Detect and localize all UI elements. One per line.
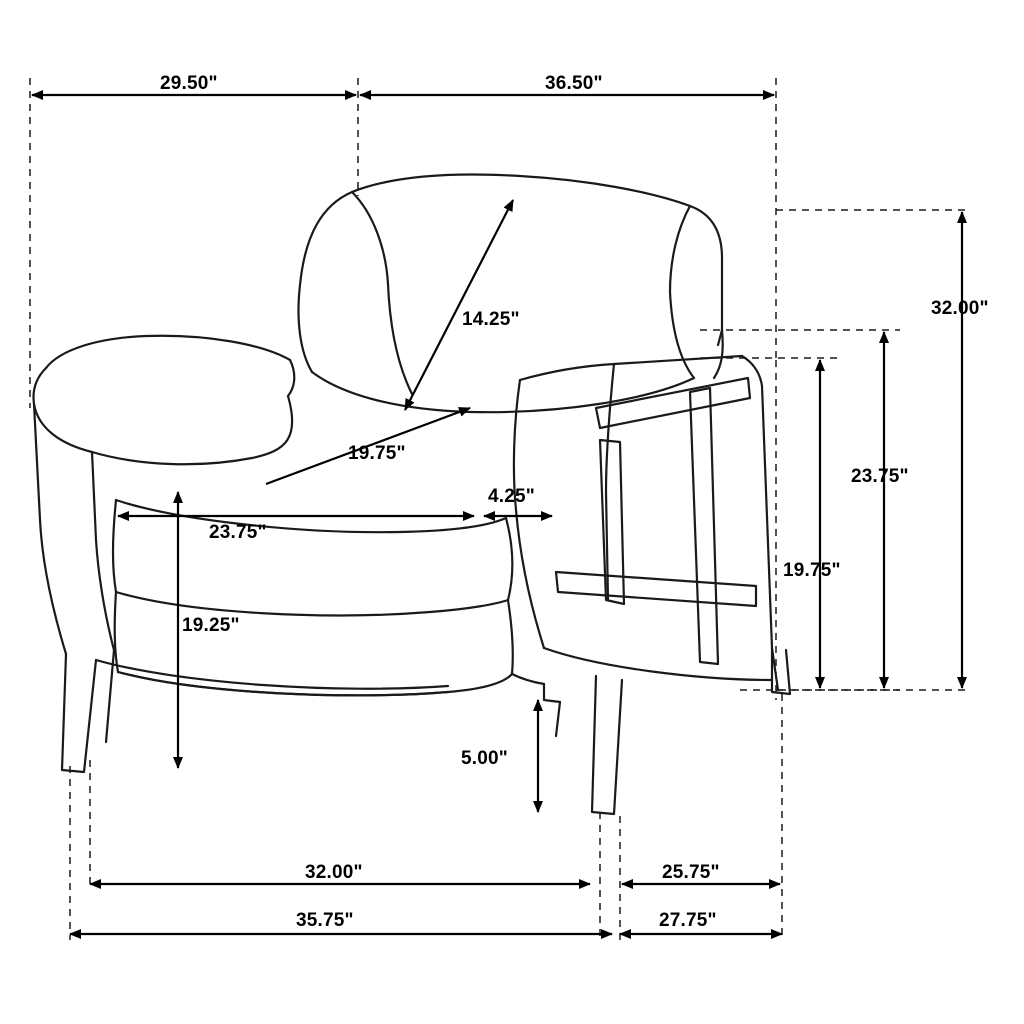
dim-label-back-height-right: 19.75" (783, 560, 841, 581)
dim-label-overall-width: 35.75" (296, 910, 354, 931)
dim-label-seat-width: 23.75" (209, 522, 267, 543)
dim-label-top-left-span: 29.50" (160, 73, 218, 94)
dim-label-arm-height-right: 23.75" (851, 466, 909, 487)
dim-label-side-depth: 25.75" (662, 862, 720, 883)
dim-label-overall-height: 32.00" (931, 298, 989, 319)
dim-label-seat-height: 19.25" (182, 615, 240, 636)
dim-label-top-right-span: 36.50" (545, 73, 603, 94)
dim-label-leg-clearance: 5.00" (461, 748, 508, 769)
dim-label-seat-depth-diagonal: 19.75" (348, 443, 406, 464)
dim-label-seat-back-diagonal: 14.25" (462, 309, 520, 330)
dim-label-inner-width: 32.00" (305, 862, 363, 883)
dim-label-overall-depth: 27.75" (659, 910, 717, 931)
dim-label-arm-width: 4.25" (488, 486, 535, 507)
